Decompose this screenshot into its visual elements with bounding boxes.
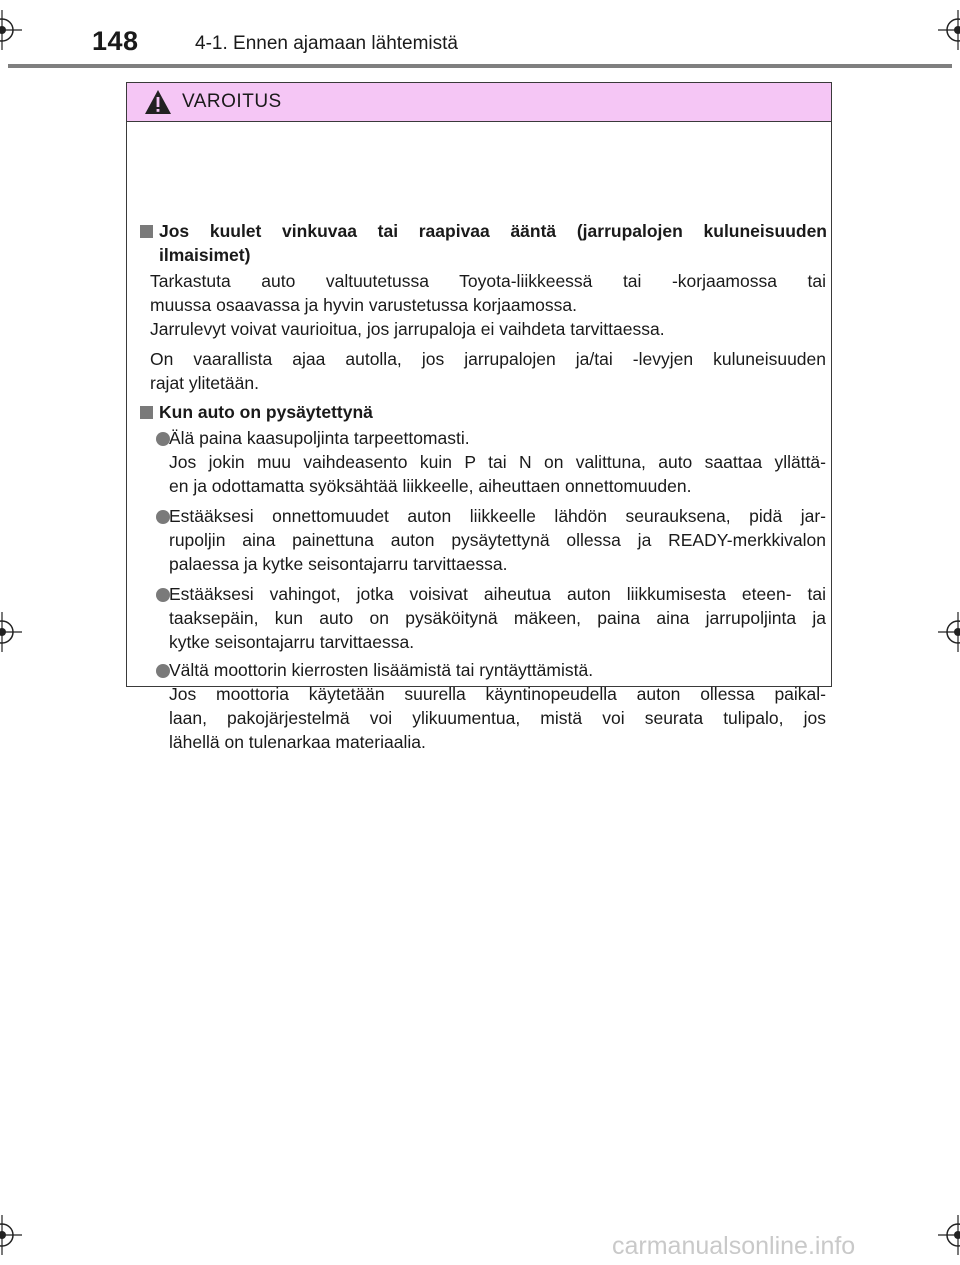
bullet-line: Vältä moottorin kierrosten lisäämistä tai ryntäyttämistä. xyxy=(169,660,594,680)
warning-title: VAROITUS xyxy=(182,91,282,112)
page-number: 148 xyxy=(92,26,139,56)
section-square-marker-icon xyxy=(140,406,153,419)
paragraph-line: Jarrulevyt voivat vaurioitua, jos jarrupaloja ei vaihdeta tarvittaessa. xyxy=(150,319,665,339)
crop-mark-top-right-icon xyxy=(938,10,960,50)
paragraph xyxy=(150,347,826,395)
bullet-line: Jos moottoria käytetään suurella käyntinopeudella auton ollessa paikal- xyxy=(169,684,826,704)
crop-mark-middle-left-icon xyxy=(0,612,22,652)
bullet-line: Jos jokin muu vaihdeasento kuin P tai N on valittuna, auto saattaa yllättä- xyxy=(169,452,826,472)
bullet-item xyxy=(169,582,826,654)
paragraph-line: rajat ylitetään. xyxy=(150,373,259,393)
bullet-line: Estääksesi onnettomuudet auton liikkeelle lähdön seurauksena, pidä jar- xyxy=(169,506,826,526)
bullet-icon xyxy=(156,588,170,602)
bullet-icon xyxy=(156,432,170,446)
bullet-line: palaessa ja kytke seisontajarru tarvittaessa. xyxy=(169,554,508,574)
section-square-marker-icon xyxy=(140,225,153,238)
bullet-icon xyxy=(156,510,170,524)
heading-line: Jos kuulet vinkuvaa tai raapivaa ääntä (jarrupalojen kuluneisuuden xyxy=(159,221,827,241)
bullet-line: Estääksesi vahingot, jotka voisivat aiheutua auton liikkumisesta eteen- tai xyxy=(169,584,826,604)
paragraph-line: Tarkastuta auto valtuutetussa Toyota-liikkeessä tai -korjaamossa tai xyxy=(150,271,826,291)
section-heading-stopped: Kun auto on pysäytettynä xyxy=(159,402,373,422)
bullet-line: Älä paina kaasupoljinta tarpeettomasti. xyxy=(169,428,470,448)
crop-mark-middle-right-icon xyxy=(938,612,960,652)
bullet-line: laan, pakojärjestelmä voi ylikuumentua, mistä voi seurata tulipalo, jos xyxy=(169,708,826,728)
bullet-icon xyxy=(156,664,170,678)
watermark: carmanualsonline.info xyxy=(612,1232,856,1260)
warning-triangle-icon xyxy=(144,89,172,115)
bullet-line: taaksepäin, kun auto on pysäköitynä mäkeen, paina aina jarrupoljinta ja xyxy=(169,608,826,628)
crop-mark-bottom-left-icon xyxy=(0,1215,22,1255)
warning-box xyxy=(126,82,832,752)
bullet-line: lähellä on tulenarkaa materiaalia. xyxy=(169,732,426,752)
paragraph xyxy=(150,269,826,341)
bullet-line: en ja odottamatta syöksähtää liikkeelle, aiheuttaen onnettomuuden. xyxy=(169,476,692,496)
bullet-line: rupoljin aina painettuna auton pysäytettynä ollessa ja READY-merkkivalon xyxy=(169,530,826,550)
crop-mark-bottom-right-icon xyxy=(938,1215,960,1255)
bullet-item xyxy=(169,658,826,754)
section-heading-brake-wear xyxy=(159,219,827,267)
bullet-item xyxy=(169,504,826,576)
crop-mark-top-left-icon xyxy=(0,10,22,50)
bullet-line: kytke seisontajarru tarvittaessa. xyxy=(169,632,415,652)
paragraph-line: muussa osaavassa ja hyvin varustetussa korjaamossa. xyxy=(150,295,578,315)
section-title: 4-1. Ennen ajamaan lähtemistä xyxy=(195,33,458,54)
heading-line: ilmaisimet) xyxy=(159,245,251,265)
bullet-item xyxy=(169,426,826,498)
header-divider xyxy=(8,64,952,68)
paragraph-line: On vaarallista ajaa autolla, jos jarrupalojen ja/tai -levyjen kuluneisuuden xyxy=(150,349,826,369)
warning-header xyxy=(127,83,831,122)
